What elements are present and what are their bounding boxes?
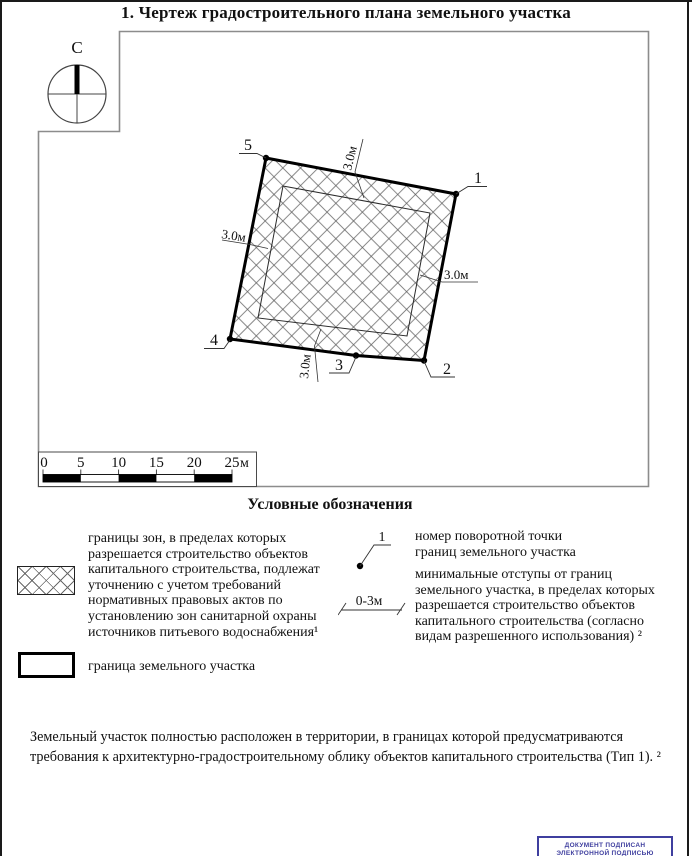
scale-tick-0: 0: [40, 455, 48, 471]
scale-tick-5: 5: [77, 455, 85, 471]
page-title: 1. Чертеж градостроительного плана земельного участка: [121, 3, 571, 22]
point-3-label: 3: [335, 357, 343, 374]
construction-zone-hatched-area: [230, 158, 456, 361]
point-4-label: 4: [210, 332, 218, 349]
point-2-label: 2: [443, 361, 451, 378]
scale-tick-25: 25: [224, 455, 240, 471]
legend-item-zone-boundaries-text: границы зон, в пределах которых разрешается строительство объектов капитального строительства, подлежат уточнению с учетом требований нормативных правовых актов по установлению зон санитарной охраны источников питьевого водоснабжения¹: [88, 531, 320, 640]
legend-item-turning-point-text: номер поворотной точки границ земельного участка: [415, 529, 576, 560]
point-2-dot: [421, 357, 427, 363]
scale-unit-label: м: [240, 456, 249, 471]
dimension-left-label: 3.0м: [220, 226, 248, 245]
dimension-right-label: 3.0м: [444, 267, 469, 282]
legend-item-min-setbacks-text: минимальные отступы от границ земельного участка, в пределах которых разрешается строительство объектов капитального строительства (согласно видам разрешенного использования) ²: [415, 567, 655, 645]
scale-tick-20: 20: [186, 455, 202, 471]
stamp-line-1: ДОКУМЕНТ ПОДПИСАН: [564, 842, 646, 849]
turning-point-symbol-label: 1: [378, 530, 386, 545]
turning-point-symbol-icon: [343, 528, 398, 572]
stamp-line-2: ЭЛЕКТРОННОЙ ПОДПИСЬЮ: [556, 849, 654, 856]
hatched-zone-swatch: [17, 566, 75, 595]
point-1-label: 1: [474, 170, 482, 187]
legend-item-parcel-boundary-text: граница земельного участка: [88, 659, 256, 674]
scale-tick-10: 10: [111, 455, 127, 471]
dimension-top-label: 3.0м: [339, 144, 360, 172]
scale-bar: [39, 452, 257, 487]
scale-tick-15: 15: [148, 455, 164, 471]
dimension-bottom-label: 3.0м: [296, 353, 314, 380]
electronic-signature-stamp: [537, 836, 673, 856]
point-4-dot: [227, 336, 233, 342]
compass-north-label: С: [71, 38, 83, 57]
setback-range-symbol-label: 0-3м: [355, 593, 383, 608]
point-5-label: 5: [244, 137, 252, 154]
footer-paragraph-line-1: Земельный участок полностью расположен в территории, в границах которой предусматриваются: [30, 729, 624, 745]
parcel-boundary-swatch: [18, 652, 75, 678]
setback-range-symbol-icon: [338, 590, 413, 618]
legend-heading: Условные обозначения: [247, 496, 413, 513]
footer-paragraph-line-2: требования к архитектурно-градостроительному облику объектов капитального строительства (Тип 1). ²: [30, 749, 661, 765]
